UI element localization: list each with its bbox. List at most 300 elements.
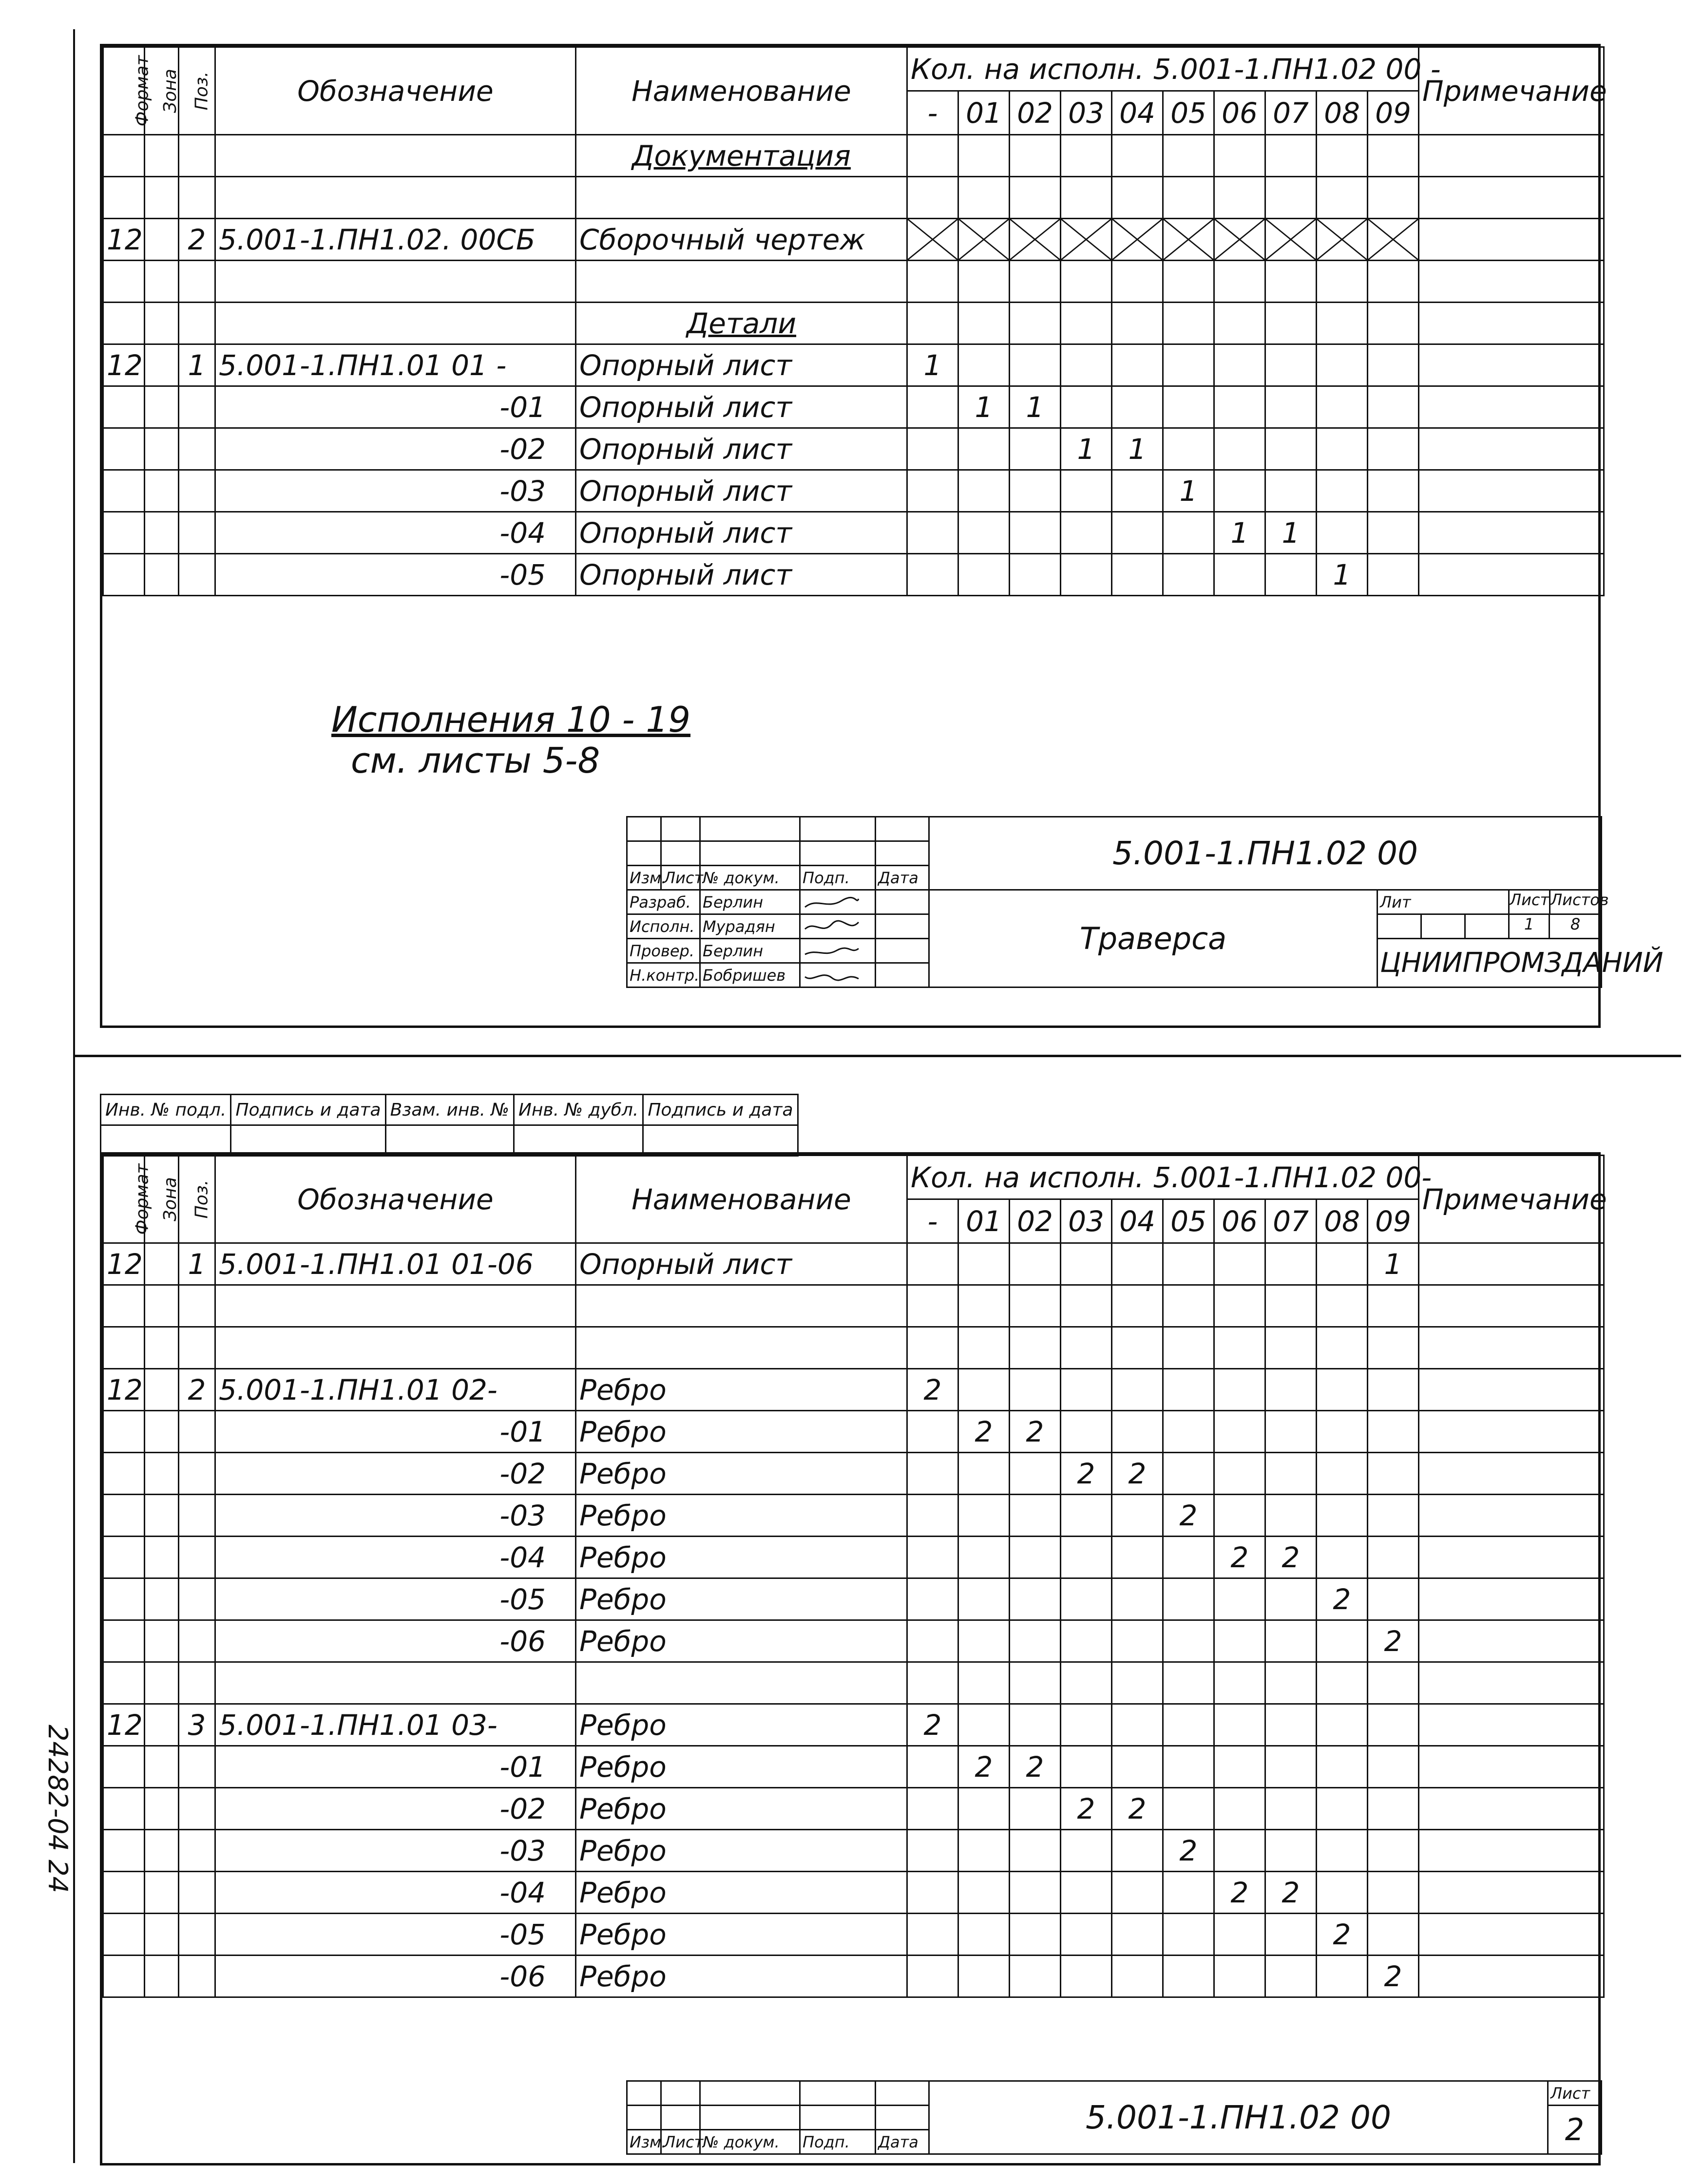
cell-qty [958,1243,1010,1285]
cell-qty [1010,1830,1061,1872]
cell-qty: 2 [1112,1788,1163,1830]
cell-qty [1112,512,1163,554]
cell-qty [907,1830,958,1872]
variant-header: 02 [1010,91,1061,135]
cell-designation [215,1285,576,1327]
role-executor: Исполн. [627,914,700,939]
col-qty-group-header: Кол. на исполн. 5.001-1.ПН1.02 00 - [907,47,1419,91]
cell-qty [1265,1662,1317,1704]
cell-qty [1317,512,1368,554]
table-row [103,1285,1604,1327]
table-row [103,386,1604,428]
cell-qty [1163,512,1214,554]
cell-qty [907,1872,958,1914]
cell-qty [907,512,958,554]
cell-qty [1163,1453,1214,1495]
cell-qty [1112,1872,1163,1914]
cell-zone [145,554,179,596]
cell-qty [1265,1243,1317,1285]
cell-qty [1265,428,1317,470]
cell-note [1419,512,1604,554]
section-title: Детали [576,303,907,344]
cell-qty [958,1830,1010,1872]
footer-hdr-izm: Изм. [627,2130,661,2154]
cell-qty [1061,1411,1112,1453]
cell-qty [1061,1578,1112,1620]
cell-qty [907,1746,958,1788]
title-name: Траверса [929,890,1378,988]
table-row [103,554,1604,596]
cell-qty [1010,554,1061,596]
cell-qty [958,1620,1010,1662]
cell-pos [179,1327,215,1369]
cell-qty [1265,1369,1317,1411]
table-row [103,512,1604,554]
cell-qty [1163,386,1214,428]
cell-qty [1265,1578,1317,1620]
cell-note [1419,1746,1604,1788]
cell-qty [1317,1495,1368,1537]
cell-note [1419,1411,1604,1453]
cell-zone [145,1830,179,1872]
cell-format [103,1495,145,1537]
cell-qty [1368,554,1419,596]
cell-qty [1010,1327,1061,1369]
cell-qty [1368,1914,1419,1956]
cell-qty [1214,1495,1265,1537]
col-note-header: Примечание [1419,1156,1604,1243]
cell-qty [1368,1746,1419,1788]
cell-zone [145,1662,179,1704]
cell-qty [1112,554,1163,596]
stamp-inv-orig: Инв. № подл. [101,1095,231,1125]
table-row [103,1327,1604,1369]
cell-qty: 2 [958,1746,1010,1788]
cell-qty [1112,386,1163,428]
cell-qty [1265,386,1317,428]
cell-qty [1317,344,1368,386]
cell-name: Ребро [576,1746,907,1788]
col-pos-header: Поз. [179,47,215,135]
cell-qty [907,1662,958,1704]
cell-name: Ребро [576,1411,907,1453]
cell-zone [145,1495,179,1537]
cell-note [1419,1578,1604,1620]
sheets-label: Листов [1550,891,1609,909]
cell-pos [179,1830,215,1872]
signature-checker [800,939,876,963]
col-designation-header: Обозначение [215,1156,576,1243]
cell-designation: -01 [215,386,576,428]
table-row [103,1243,1604,1285]
cell-format [103,554,145,596]
col-format-header: Формат [103,1156,145,1243]
cell-designation: 5.001-1.ПН1.01 02- [215,1369,576,1411]
cell-name: Ребро [576,1620,907,1662]
stamp-sign-date-2: Подпись и дата [643,1095,798,1125]
footer-doc-number: 5.001-1.ПН1.02 00 [929,2081,1548,2154]
cell-pos: 1 [179,344,215,386]
table-row [103,428,1604,470]
cell-qty [907,1620,958,1662]
cell-pos [179,428,215,470]
cell-qty [1265,1830,1317,1872]
cell-qty [1061,386,1112,428]
cell-qty: 1 [1214,512,1265,554]
cell-zone [145,1788,179,1830]
cell-qty: 2 [1010,1411,1061,1453]
cell-qty: 2 [907,1369,958,1411]
cell-qty [1061,1746,1112,1788]
cell-qty: 2 [1112,1453,1163,1495]
cell-qty [1368,1411,1419,1453]
cell-qty [1317,1537,1368,1578]
cell-name: Ребро [576,1369,907,1411]
cell-qty [1214,1285,1265,1327]
cell-qty [1163,1662,1214,1704]
variant-header: 06 [1214,91,1265,135]
cell-qty: 2 [1010,1746,1061,1788]
cell-name: Ребро [576,1956,907,1997]
side-archive-code: 24282-04 24 [42,1725,73,1893]
cell-pos [179,1662,215,1704]
cell-note [1419,1788,1604,1830]
section-row [103,135,1604,177]
cell-qty [958,1914,1010,1956]
cell-pos [179,1872,215,1914]
cell-format: 12 [103,344,145,386]
cell-designation [215,1327,576,1369]
cell-qty [1112,1327,1163,1369]
cell-zone [145,512,179,554]
cell-qty [1010,428,1061,470]
cell-qty [1061,344,1112,386]
table-row [103,1620,1604,1662]
assembly-drawing-row [103,219,1604,261]
cell-qty [1112,1369,1163,1411]
cell-qty: 1 [1061,428,1112,470]
cell-qty: 1 [1010,386,1061,428]
col-note-header: Примечание [1419,47,1604,135]
cell-format [103,1872,145,1914]
cell-qty [1061,512,1112,554]
footer-hdr-date: Дата [876,2130,929,2154]
organization: ЦНИИПРОМЗДАНИЙ [1378,939,1602,988]
cell-qty [1214,386,1265,428]
cell-pos [179,1956,215,1997]
cell-qty [1010,344,1061,386]
cell-qty [1163,1914,1214,1956]
cell-qty: 2 [907,1704,958,1746]
cell-qty [1214,1704,1265,1746]
cell-qty [1265,554,1317,596]
sheet-2 [100,1152,1607,2165]
cell-qty [1214,1243,1265,1285]
cell-qty [1368,428,1419,470]
signature-normcontrol [800,963,876,988]
spec-table-2 [102,1155,1605,1998]
cell-qty [1112,1495,1163,1537]
cell-qty [1368,386,1419,428]
cell-qty [1368,470,1419,512]
cell-qty [1061,470,1112,512]
cell-qty [1265,1411,1317,1453]
cell-qty: 2 [1163,1495,1214,1537]
cell-qty [1368,1788,1419,1830]
cell-format [103,1914,145,1956]
cell-qty: 2 [1368,1620,1419,1662]
cell-qty [1317,1830,1368,1872]
sheet-label: Лист [1510,891,1550,913]
cell-note [1419,1956,1604,1997]
stamp-inv-dup: Инв. № дубл. [514,1095,643,1125]
cell-qty: 2 [1265,1537,1317,1578]
table-row [103,1453,1604,1495]
cell-name: Ребро [576,1788,907,1830]
cell-designation: -05 [215,1578,576,1620]
cell-zone [145,1872,179,1914]
hdr-date: Дата [876,866,929,890]
table-row [103,1914,1604,1956]
cell-name: Опорный лист [576,554,907,596]
cell-qty [907,470,958,512]
col-qty-group-header: Кол. на исполн. 5.001-1.ПН1.02 00- [907,1156,1419,1199]
cell-qty [1214,1578,1265,1620]
cell-qty [1010,1914,1061,1956]
cell-qty [1163,554,1214,596]
cell-pos [179,554,215,596]
cell-note [1419,470,1604,512]
col-name-header: Наименование [576,1156,907,1243]
cell-designation: -04 [215,1537,576,1578]
cell-format [103,1956,145,1997]
cell-designation: -02 [215,1788,576,1830]
cell-qty [1061,1369,1112,1411]
cell-qty [1214,470,1265,512]
cell-qty [1112,1578,1163,1620]
variant-header: 03 [1061,91,1112,135]
cell-qty: 1 [958,386,1010,428]
cell-zone [145,1453,179,1495]
cell-pos [179,1537,215,1578]
cell-qty [1317,1662,1368,1704]
role-normcontrol: Н.контр. [627,963,700,988]
cell-qty [907,1914,958,1956]
cell-qty [1112,1704,1163,1746]
cell-designation: -03 [215,470,576,512]
col-format-header: Формат [103,47,145,135]
cell-qty [1214,1956,1265,1997]
cell-qty [1010,1495,1061,1537]
cell-qty [958,344,1010,386]
cell-qty [1010,1453,1061,1495]
cell-qty [1112,1285,1163,1327]
cell-qty [1368,1662,1419,1704]
cell-qty [1214,428,1265,470]
cell-qty [1317,1369,1368,1411]
cell-designation: -05 [215,1914,576,1956]
variant-header: 01 [958,91,1010,135]
cell-qty [1112,470,1163,512]
cell-qty [1112,1243,1163,1285]
cell-qty [1265,1453,1317,1495]
section-row [103,303,1604,344]
cell-qty [907,1956,958,1997]
variant-header: 05 [1163,91,1214,135]
cell-qty [907,1495,958,1537]
cell-qty [1368,1830,1419,1872]
cell-qty [958,470,1010,512]
cell-note [1419,1453,1604,1495]
cell-designation: -04 [215,1872,576,1914]
cell-note [1419,1620,1604,1662]
cell-qty [958,1956,1010,1997]
cross-mark [907,219,958,261]
cell-qty [1317,386,1368,428]
col-designation-header: Обозначение [215,47,576,135]
footer-sheet-label: Лист [1548,2081,1602,2106]
cell-qty [1061,1243,1112,1285]
cell-pos [179,470,215,512]
cell-qty [1368,1453,1419,1495]
title-doc-number: 5.001-1.ПН1.02 00 [929,817,1602,890]
name-normcontrol: Бобришев [700,963,800,988]
table-row [103,1495,1604,1537]
cell-qty [958,1662,1010,1704]
name-developer: Берлин [700,890,800,914]
cell-qty [1112,1662,1163,1704]
cell-qty [1214,1620,1265,1662]
footer-hdr-list: Лист [661,2130,700,2154]
cell-qty [1163,1369,1214,1411]
cell-qty [958,1327,1010,1369]
cell-qty [1317,428,1368,470]
cell-qty [1368,1495,1419,1537]
cell-qty: 2 [958,1411,1010,1453]
cross-mark [1214,219,1265,261]
role-checker: Провер. [627,939,700,963]
cell-format [103,1327,145,1369]
variant-header: 04 [1112,91,1163,135]
cell-qty [1061,1620,1112,1662]
cell-qty [1265,1914,1317,1956]
cell-zone [145,386,179,428]
cell-format [103,1662,145,1704]
cell-qty: 2 [1265,1872,1317,1914]
variant-header: 01 [958,1199,1010,1243]
cell-designation: -02 [215,428,576,470]
cell-qty: 1 [907,344,958,386]
cell-qty [1214,1411,1265,1453]
cell-pos: 1 [179,1243,215,1285]
title-block [626,816,1664,988]
cell-qty [1265,1704,1317,1746]
cell-note [1419,1495,1604,1537]
table-row [103,1662,1604,1704]
cell-qty: 2 [1163,1830,1214,1872]
cell-zone [145,1243,179,1285]
cell-zone [145,1285,179,1327]
table-row [103,261,1604,303]
sheet-number: 1 [1510,915,1550,938]
cell-qty [958,1537,1010,1578]
cell-qty [1214,1327,1265,1369]
cell-designation: 5.001-1.ПН1.01 01 - [215,344,576,386]
cell-qty [1061,1537,1112,1578]
hdr-izm: Изм. [627,866,661,890]
cell-note [1419,1327,1604,1369]
cell-qty [1265,1788,1317,1830]
cell-qty [907,1285,958,1327]
cross-mark [1368,219,1419,261]
cell-qty [1061,554,1112,596]
cell-qty [907,1453,958,1495]
cell-qty: 1 [1163,470,1214,512]
hdr-list: Лист [661,866,700,890]
cell-pos [179,1914,215,1956]
cell-qty [1368,1369,1419,1411]
cell-qty [1265,1746,1317,1788]
sheet-divider [73,1055,1681,1057]
cell-note [1419,1872,1604,1914]
table-row [103,1830,1604,1872]
footer-hdr-docnum: № докум. [700,2130,800,2154]
section-title: Документация [576,135,907,177]
cell-designation: -01 [215,1746,576,1788]
cell-qty [1163,1788,1214,1830]
cell-format [103,1411,145,1453]
cell-format [103,1285,145,1327]
cell-qty [1163,1620,1214,1662]
cell-qty [1112,1746,1163,1788]
cell-qty [1214,1914,1265,1956]
cell-designation: 5.001-1.ПН1.02. 00СБ [215,219,576,261]
cell-name: Ребро [576,1453,907,1495]
cell-qty [1010,512,1061,554]
variant-header: 09 [1368,1199,1419,1243]
cell-qty: 1 [1265,512,1317,554]
hdr-docnum: № докум. [700,866,800,890]
name-executor: Мурадян [700,914,800,939]
cell-note [1419,1914,1604,1956]
cell-zone [145,1620,179,1662]
cell-name [576,1327,907,1369]
cell-name: Ребро [576,1578,907,1620]
cell-format [103,386,145,428]
cell-note [1419,386,1604,428]
stamp-sign-date-1: Подпись и дата [231,1095,385,1125]
cell-qty [1265,470,1317,512]
cell-qty [958,428,1010,470]
cell-qty [1163,1956,1214,1997]
cell-qty [1010,1369,1061,1411]
table-row [103,1411,1604,1453]
cell-format [103,1537,145,1578]
cell-note [1419,1369,1604,1411]
cell-qty [1368,1578,1419,1620]
sheets-count: 8 [1570,915,1581,933]
cross-mark [1265,219,1317,261]
cell-qty [1163,1327,1214,1369]
cell-qty [1163,1285,1214,1327]
table-row [103,1704,1604,1746]
cell-format [103,1620,145,1662]
cell-designation: -06 [215,1956,576,1997]
cell-qty [907,428,958,470]
cell-pos: 3 [179,1704,215,1746]
cell-qty [1010,1872,1061,1914]
variant-header: 02 [1010,1199,1061,1243]
